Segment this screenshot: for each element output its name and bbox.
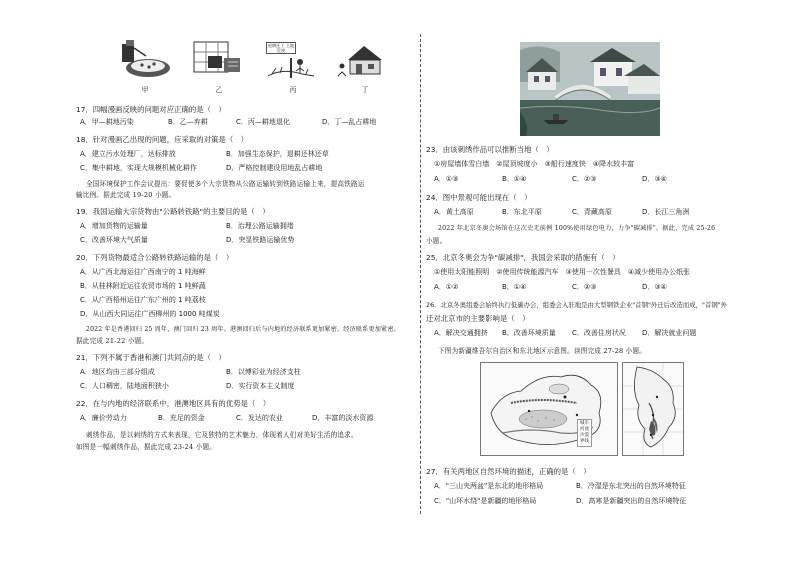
embroidery-photo — [520, 42, 660, 136]
q24-option-d[interactable]: D．长江三角洲 — [642, 208, 690, 216]
q27-option-a[interactable]: A．"三山夹两盆"是东北的地形格局 — [434, 482, 544, 490]
q26-option-c[interactable]: C．改善住房状况 — [572, 329, 626, 337]
cartoon-yi-image — [188, 38, 246, 80]
question-18: 18．针对漫画乙出现的问题，应采取的对策是（ ） — [76, 135, 249, 144]
legend-city: 城市 — [580, 421, 589, 426]
cartoon-ding-image — [334, 38, 392, 80]
q24-option-b[interactable]: B．东北平原 — [502, 208, 542, 216]
cartoon-jia-image — [116, 38, 174, 80]
q21-option-a[interactable]: A．地区均由三部分组成 — [80, 368, 155, 376]
northeast-map — [622, 362, 684, 456]
passage-25-26-line1: 2022 年北京冬奥会场馆在这次史无前例 100%使用绿色电力，力争"碳减排"。据此，完成 25-26 — [438, 225, 716, 232]
cartoon-bing-caption: 丙 — [289, 86, 297, 94]
q20-option-c[interactable]: C．从广西梧州运往广东广州的 1 吨荔枝 — [80, 296, 206, 304]
q17-option-b[interactable]: B．乙—弃耕 — [168, 118, 208, 126]
q23-option-a[interactable]: A．①③ — [434, 175, 459, 183]
q26-option-a[interactable]: A．解决交通拥挤 — [434, 329, 488, 337]
question-23: 23．由该刺绣作品可以推断当地（ ） — [426, 145, 554, 154]
passage-25-26-line2: 小题。 — [426, 237, 447, 245]
q23-option-c[interactable]: C．②③ — [572, 175, 597, 183]
passage-21-22-line2: 据此完成 21-22 小题。 — [76, 337, 149, 345]
q17-option-a[interactable]: A．甲—耕地污染 — [80, 118, 134, 126]
cartoon-jia-caption: 甲 — [141, 86, 149, 94]
q19-option-a[interactable]: A．增加货物的运输量 — [80, 222, 148, 230]
q21-option-b[interactable]: B．以博彩业为经济支柱 — [226, 368, 301, 376]
passage-23-24-line2: 如图是一幅刺绣作品，据此完成 23-24 小题。 — [76, 443, 217, 451]
question-27: 27．有关两地区自然环境的描述，正确的是（ ） — [426, 467, 591, 476]
question-17: 17．四幅漫画反映的问题对应正确的是（ ） — [76, 105, 226, 114]
cartoon-yi-caption: 乙 — [215, 86, 223, 94]
xinjiang-map-legend — [577, 419, 592, 447]
q19-option-b[interactable]: B．治理公路运输拥堵 — [226, 222, 294, 230]
xinjiang-map — [480, 362, 618, 456]
cartoon-row — [116, 38, 386, 96]
passage-21-22-line1: 2022 年是香港回归 25 周年，澳门回归 23 周年。港澳回归后与内地的经济联系更加紧密，经济联系更加紧密。 — [86, 326, 400, 333]
legend-desert: 沙漠 — [580, 433, 589, 438]
q27-option-b[interactable]: B．冷湿是东北突出的自然环境特征 — [576, 482, 686, 490]
q27-option-c[interactable]: C．"山环水绕"是新疆的地形格局 — [434, 497, 537, 505]
xinjiang-map-svg — [481, 363, 617, 455]
q18-option-c[interactable]: C．集中耕地，实现大规模机械化耕作 — [80, 164, 197, 172]
q22-option-b[interactable]: B．充足的资金 — [158, 414, 205, 422]
question-21: 21．下列不属于香港和澳门共同点的是（ ） — [76, 353, 226, 362]
northeast-map-svg — [623, 363, 683, 455]
q20-option-a[interactable]: A．从广西北海运往广西南宁的 1 吨海鲜 — [80, 268, 206, 276]
q18-option-a[interactable]: A．建立污水处理厂，达标排放 — [80, 150, 176, 158]
question-19: 19．我国运输大宗货物由"公路转铁路"的主要目的是（ ） — [76, 207, 270, 216]
legend-river: 河流 — [580, 427, 589, 432]
q25-option-c[interactable]: C．②③ — [572, 283, 597, 291]
cartoon-ding-caption: 丁 — [361, 86, 369, 94]
q23-option-b[interactable]: B．①④ — [502, 175, 527, 183]
q23-statements: ①房屋墙体雪白墙 ②屋顶坡度小 ③船行速度快 ④降水较丰富 — [434, 160, 635, 168]
passage-23-24-line1: 刺绣作品，是以刺绣的方式来表现，它及独特的艺术魅力，体现着人们对美好生活的追求。 — [86, 431, 358, 439]
q22-option-c[interactable]: C．发达的农业 — [236, 414, 283, 422]
q18-option-b[interactable]: B．加强生态保护，退耕还林还草 — [226, 150, 329, 158]
q23-option-d[interactable]: D．③④ — [642, 175, 667, 183]
question-26-line2: 迁对北京市的主要影响是（ ） — [426, 314, 530, 323]
q25-option-d[interactable]: D．③④ — [642, 283, 667, 291]
q27-option-d[interactable]: D．高寒是新疆突出的自然环境特征 — [576, 497, 687, 505]
q19-option-c[interactable]: C．改善环境大气质量 — [80, 236, 148, 244]
q22-option-d[interactable]: D．丰富的淡水资源 — [312, 414, 374, 422]
q24-option-a[interactable]: A．黄土高原 — [434, 208, 474, 216]
water-town-image — [520, 42, 660, 136]
question-20: 20．下列货物最适合公路转铁路运输的是（ ） — [76, 253, 234, 262]
question-25: 25．北京冬奥会为争"碳减排"，我国会采取的措施有（ ） — [426, 253, 620, 262]
passage-27-28: 下图为新疆维吾尔自治区和东北地区示意图。读图完成 27-28 小题。 — [438, 347, 647, 355]
legend-boundary: 界线 — [580, 439, 589, 444]
q21-option-c[interactable]: C．人口稠密，陆地面积狭小 — [80, 382, 169, 390]
q26-option-b[interactable]: B．改善环境质量 — [502, 329, 556, 337]
q21-option-d[interactable]: D．实行资本主义制度 — [226, 382, 295, 390]
q17-option-d[interactable]: D．丁—乱占耕地 — [322, 118, 377, 126]
column-divider — [420, 34, 421, 514]
q22-option-a[interactable]: A．廉价劳动力 — [80, 414, 127, 422]
passage-19-20-line2: 输比例。据此完成 19-20 小题。 — [76, 191, 176, 199]
q25-option-a[interactable]: A．①② — [434, 283, 459, 291]
q24-option-c[interactable]: C．青藏高原 — [572, 208, 612, 216]
q19-option-d[interactable]: D．突显铁路运输优势 — [226, 236, 295, 244]
q20-option-b[interactable]: B．从桂林附近运往农贸市场的 1 吨鲜蔬 — [80, 282, 206, 290]
q26-option-d[interactable]: D．解决就业问题 — [642, 329, 697, 337]
passage-19-20-line1: 全国环境保护工作会议提出：要促使多个大宗货物从公路运输转到铁路运输上来，提高铁路运 — [86, 180, 365, 188]
question-22: 22．在与内地的经济联系中，港澳地区具有的优势是（ ） — [76, 399, 271, 408]
question-24: 24．图中景观可能出现在（ ） — [426, 193, 532, 202]
cartoon-bing-sign: 退耕还工 土地荒废 — [267, 43, 295, 53]
q25-statements: ①使用太阳能照明 ②使用传统能源汽车 ③使用一次性餐具 ④减少使用办公纸张 — [434, 268, 691, 276]
q20-option-d[interactable]: D．从山西大同运往广西柳州的 1000 吨煤炭 — [80, 310, 220, 318]
q17-option-c[interactable]: C．丙—耕地退化 — [236, 118, 290, 126]
q18-option-d[interactable]: D．严格控制建设用地乱占耕地 — [226, 164, 323, 172]
question-26-line1: 26．北京冬奥组委会始终执行低碳办会，组委会入驻地是由大型钢铁企业"首钢"外迁后改造而成，"首钢"外 — [426, 301, 728, 309]
q25-option-b[interactable]: B．①④ — [502, 283, 527, 291]
